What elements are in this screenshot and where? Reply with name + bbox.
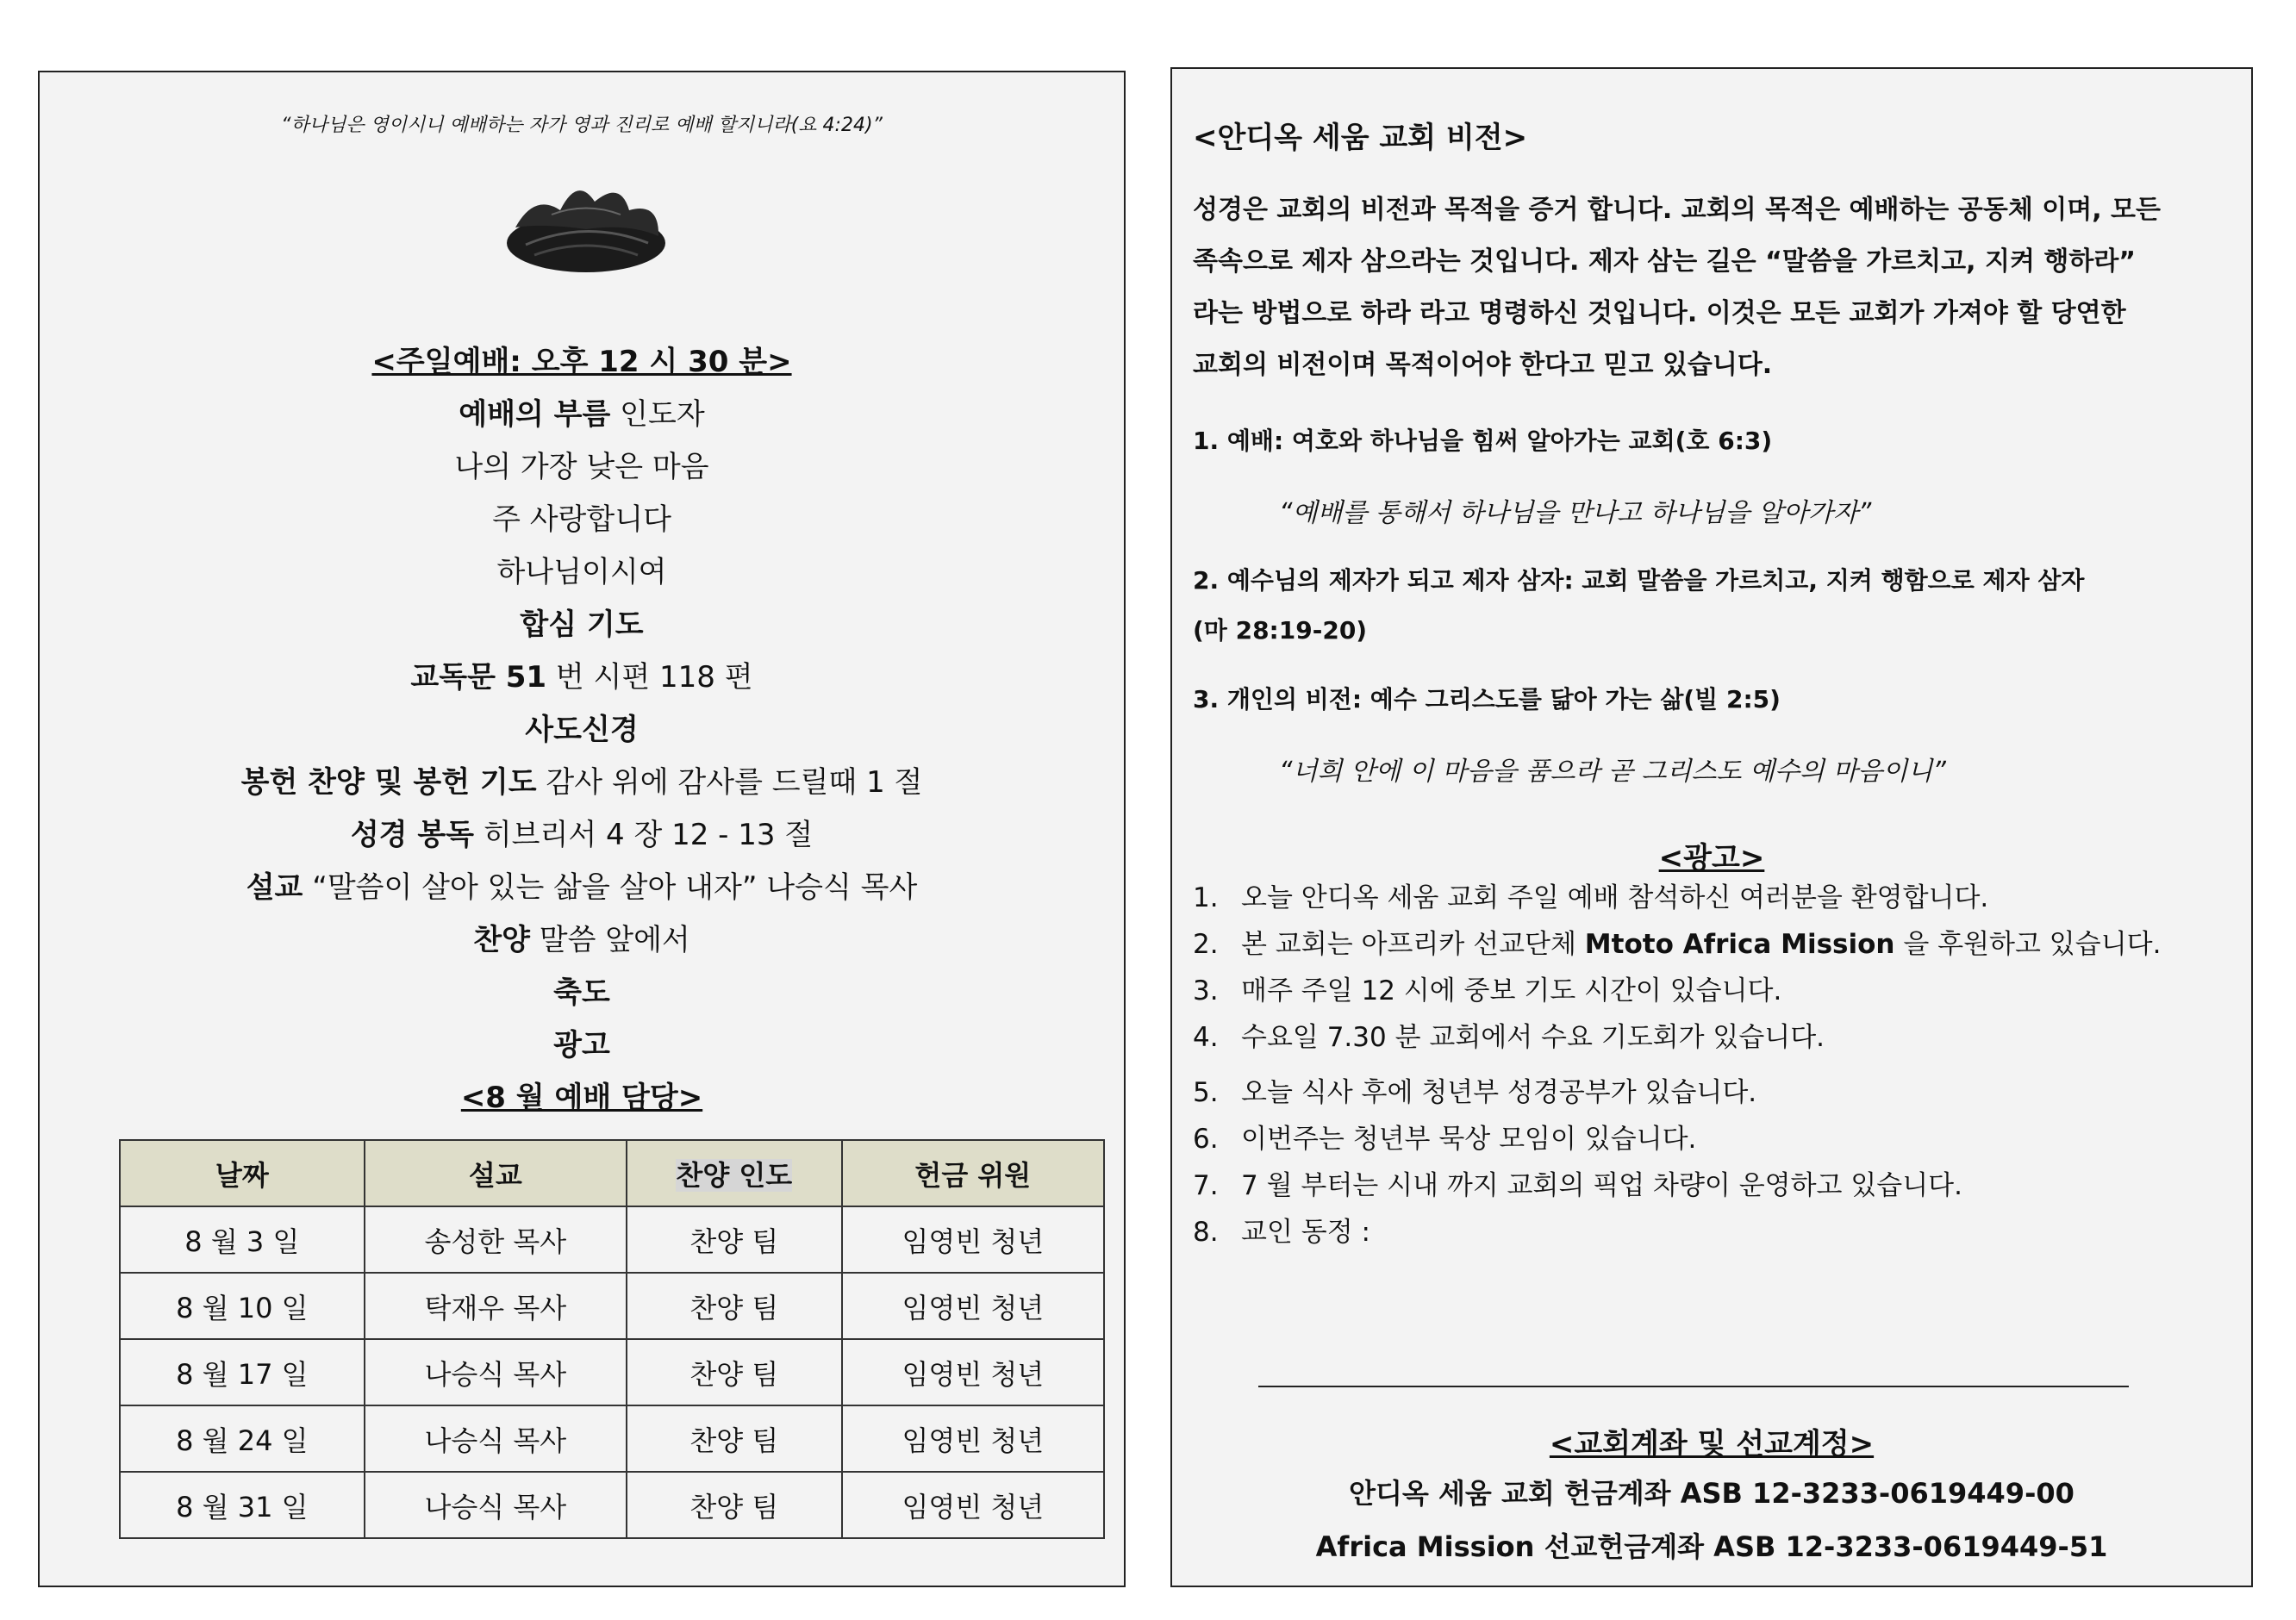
august-schedule-table bbox=[119, 1139, 1105, 1539]
header-praise-leader: 찬양 인도 bbox=[627, 1140, 842, 1206]
announcement-item: 8. 교인 동정 : bbox=[1193, 1217, 1370, 1248]
vision-quote-1: “예배를 통해서 하나님을 만나고 하나님을 알아가자” bbox=[1279, 498, 1872, 528]
header-offering: 헌금 위원 bbox=[842, 1140, 1104, 1206]
vision-point-1: 1. 예배: 여호와 하나님을 힘써 알아가는 교회(호 6:3) bbox=[1193, 427, 1773, 455]
table-header-row bbox=[120, 1140, 1104, 1206]
accounts-title: <교회계좌 및 선교계정> bbox=[1549, 1427, 1875, 1461]
table-cell: 임영빈 청년 bbox=[842, 1206, 1104, 1273]
vision-line: 족속으로 제자 삼으라는 것입니다. 제자 삼는 길은 “말씀을 가르치고, 지켜 행하라” bbox=[1193, 246, 2137, 277]
announcement-item: 6. 이번주는 청년부 묵상 모임이 있습니다. bbox=[1193, 1124, 1697, 1155]
table-cell: 나승식 목사 bbox=[365, 1472, 627, 1538]
program-item: 하나님이시여 bbox=[496, 555, 667, 589]
table-cell: 8 월 31 일 bbox=[120, 1472, 365, 1538]
table-cell: 임영빈 청년 bbox=[842, 1405, 1104, 1472]
program-item: 주 사랑합니다 bbox=[492, 502, 671, 537]
table-cell: 8 월 17 일 bbox=[120, 1339, 365, 1405]
service-order bbox=[40, 336, 1124, 1125]
church-info-panel bbox=[1170, 67, 2253, 1587]
worship-program-panel bbox=[38, 71, 1126, 1587]
crown-of-thorns-emblem bbox=[500, 176, 672, 279]
scripture-quote: “하나님은 영이시니 예배하는 자가 영과 진리로 예배 할지니라(요 4:24)” bbox=[281, 115, 883, 136]
table-row bbox=[120, 1339, 1104, 1405]
header-sermon: 설교 bbox=[365, 1140, 627, 1206]
vision-text bbox=[1193, 184, 2227, 391]
vision-point-3: 3. 개인의 비전: 예수 그리스도를 닮아 가는 삶(빌 2:5) bbox=[1193, 685, 1781, 713]
vision-quote-3: “너희 안에 이 마음을 품으라 곧 그리스도 예수의 마음이니” bbox=[1279, 757, 1946, 787]
announcement-item: 5. 오늘 식사 후에 청년부 성경공부가 있습니다. bbox=[1193, 1077, 1757, 1108]
vision-title: <안디옥 세움 교회 비전> bbox=[1193, 121, 1528, 155]
mission-account: Africa Mission 선교헌금계좌 ASB 12-3233-0619449-51 bbox=[1315, 1530, 2108, 1563]
table-cell: 찬양 팀 bbox=[627, 1339, 842, 1405]
table-row bbox=[120, 1472, 1104, 1538]
program-item: 성경 봉독 히브리서 4 장 12 - 13 절 bbox=[350, 818, 814, 852]
table-cell: 찬양 팀 bbox=[627, 1472, 842, 1538]
table-cell: 임영빈 청년 bbox=[842, 1472, 1104, 1538]
announcement-item: 1. 오늘 안디옥 세움 교회 주일 예배 참석하신 여러분을 환영합니다. bbox=[1193, 882, 1989, 913]
table-row bbox=[120, 1273, 1104, 1339]
table-cell: 찬양 팀 bbox=[627, 1273, 842, 1339]
table-cell: 송성한 목사 bbox=[365, 1206, 627, 1273]
program-item: 예배의 부름 인도자 bbox=[459, 397, 705, 432]
table-cell: 임영빈 청년 bbox=[842, 1273, 1104, 1339]
program-item: 나의 가장 낮은 마음 bbox=[454, 450, 709, 484]
table-cell: 찬양 팀 bbox=[627, 1405, 842, 1472]
vision-point-2: 2. 예수님의 제자가 되고 제자 삼자: 교회 말씀을 가르치고, 지켜 행함으로 제자 삼자 bbox=[1193, 566, 2085, 595]
table-cell: 8 월 24 일 bbox=[120, 1405, 365, 1472]
program-item: 광고 bbox=[553, 1028, 610, 1062]
program-item: 봉헌 찬양 및 봉헌 기도 감사 위에 감사를 드릴때 1 절 bbox=[240, 765, 923, 800]
schedule-title: <8 월 예배 담당> bbox=[460, 1081, 703, 1115]
table-cell: 탁재우 목사 bbox=[365, 1273, 627, 1339]
announcement-item: 2. 본 교회는 아프리카 선교단체 Mtoto Africa Mission 을 후원하고 있습니다. bbox=[1193, 929, 2162, 960]
header-date: 날짜 bbox=[120, 1140, 365, 1206]
announcement-item: 3. 매주 주일 12 시에 중보 기도 시간이 있습니다. bbox=[1193, 975, 1782, 1006]
announcement-item: 7. 7 월 부터는 시내 까지 교회의 픽업 차량이 운영하고 있습니다. bbox=[1193, 1170, 1962, 1201]
table-cell: 8 월 3 일 bbox=[120, 1206, 365, 1273]
announcement-item: 4. 수요일 7.30 분 교회에서 수요 기도회가 있습니다. bbox=[1193, 1022, 1825, 1053]
table-cell: 나승식 목사 bbox=[365, 1339, 627, 1405]
service-title: <주일예배: 오후 12 시 30 분> bbox=[371, 345, 792, 379]
program-item: 찬양 말씀 앞에서 bbox=[473, 923, 690, 957]
divider-line bbox=[1258, 1386, 2129, 1387]
vision-line: 교회의 비전이며 목적이어야 한다고 믿고 있습니다. bbox=[1193, 350, 1773, 380]
table-cell: 찬양 팀 bbox=[627, 1206, 842, 1273]
announcements-title: <광고> bbox=[1658, 841, 1765, 875]
vision-line: 라는 방법으로 하라 라고 명령하신 것입니다. 이것은 모든 교회가 가져야 할 당연한 bbox=[1193, 298, 2126, 328]
table-row bbox=[120, 1405, 1104, 1472]
table-cell: 임영빈 청년 bbox=[842, 1339, 1104, 1405]
table-cell: 8 월 10 일 bbox=[120, 1273, 365, 1339]
table-cell: 나승식 목사 bbox=[365, 1405, 627, 1472]
program-item: 교독문 51 번 시편 118 편 bbox=[410, 660, 753, 695]
program-item: 합심 기도 bbox=[520, 608, 644, 642]
program-item: 설교 “말씀이 살아 있는 삶을 살아 내자” 나승식 목사 bbox=[246, 870, 918, 905]
program-item: 축도 bbox=[553, 975, 610, 1010]
vision-point-2-ref: (마 28:19-20) bbox=[1193, 616, 1368, 645]
vision-line: 성경은 교회의 비전과 목적을 증거 합니다. 교회의 목적은 예배하는 공동체 이며, 모든 bbox=[1193, 195, 2161, 225]
program-item: 사도신경 bbox=[525, 713, 639, 747]
church-account: 안디옥 세움 교회 헌금계좌 ASB 12-3233-0619449-00 bbox=[1349, 1477, 2075, 1510]
table-row bbox=[120, 1206, 1104, 1273]
